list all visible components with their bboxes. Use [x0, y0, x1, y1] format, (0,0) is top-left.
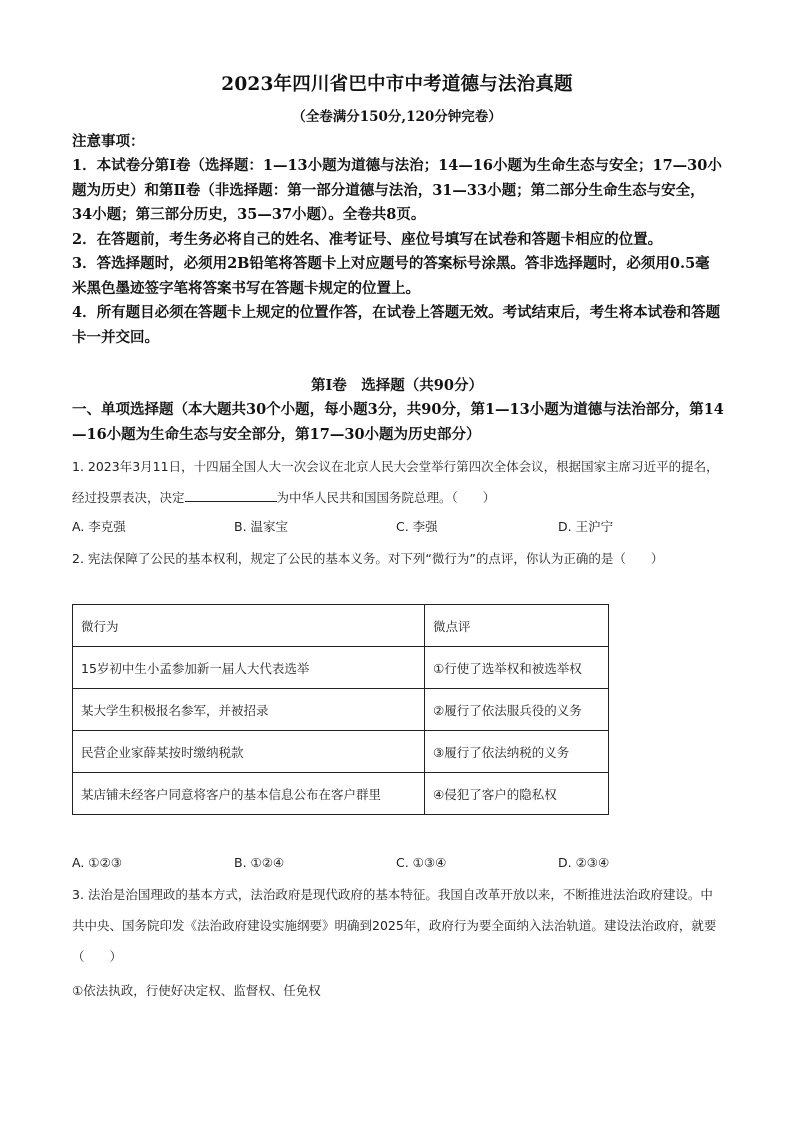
- table-header-row: [73, 605, 609, 647]
- option-b: B. ①②④: [234, 855, 285, 870]
- question-1-stem: 1. 2023年3月11日，十四届全国人大一次会议在北京人民大会堂举行第四次全体会议，根据国家主席习近平的提名，经过投票表决，决定 为中华人民共和国国务院总理。（ ）: [72, 459, 719, 505]
- option-d: D. 王沪宁: [558, 519, 614, 534]
- page-title: 2023年四川省巴中市中考道德与法治真题: [221, 74, 573, 95]
- table-row: [73, 689, 609, 731]
- question-3-item-1: ①依法执政，行使好决定权、监督权、任免权: [72, 983, 321, 998]
- table-cell: 民营企业家薛某按时缴纳税款: [73, 731, 425, 773]
- notice-item: 4．所有题目必须在答题卡上规定的位置作答，在试卷上答题无效。考试结束后，考生将本试卷和答题卡一并交回。: [72, 304, 721, 346]
- option-d: D. ②③④: [558, 855, 610, 870]
- question-1-options: [72, 517, 732, 535]
- table-row: [73, 731, 609, 773]
- section-heading: 第Ⅰ卷 选择题（共90分）: [311, 377, 483, 394]
- notice-heading: 注意事项：: [72, 133, 145, 150]
- option-a: A. ①②③: [72, 855, 122, 870]
- table-header-cell: 微行为: [73, 605, 425, 647]
- notice-item: 3．答选择题时，必须用2B铅笔将答题卡上对应题号的答案标号涂黑。答非选择题时，必须用0.5毫米黑色墨迹签字笔将答案书写在答题卡规定的位置上。: [72, 255, 710, 297]
- option-c: C. 李强: [396, 519, 438, 534]
- table-cell: 某大学生积极报名参军，并被招录: [73, 689, 425, 731]
- question-2-options: [72, 855, 732, 870]
- table-row: [73, 647, 609, 689]
- table-cell: 某店铺未经客户同意将客户的基本信息公布在客户群里: [73, 773, 425, 815]
- table-cell: ①行使了选举权和被选举权: [425, 647, 609, 689]
- page-subtitle: （全卷满分150分,120分钟完卷）: [292, 109, 502, 125]
- question-2-table: [72, 604, 609, 815]
- table-cell: ④侵犯了客户的隐私权: [425, 773, 609, 815]
- option-b: B. 温家宝: [234, 519, 289, 534]
- option-a: A. 李克强: [72, 519, 126, 534]
- option-c: C. ①③④: [396, 855, 447, 870]
- question-3-stem: 3. 法治是治国理政的基本方式，法治政府是现代政府的基本特征。我国自改革开放以来，不断推进法治政府建设。中共中央、国务院印发《法治政府建设实施纲要》明确到2025年，政府行为要全面纳入法治轨道。建设法治政府，就要（ ）: [72, 887, 717, 964]
- answer-blank: [185, 489, 277, 502]
- table-cell: ③履行了依法纳税的义务: [425, 731, 609, 773]
- notice-item: 1．本试卷分第Ⅰ卷（选择题：1—13小题为道德与法治；14—16小题为生命生态与安全；17—30小题为历史）和第Ⅱ卷（非选择题：第一部分道德与法治，31—33小题；第二部分生命生态与安全，34小题；第三部分历史，35—37小题）。全卷共8页。: [72, 157, 722, 223]
- table-cell: ②履行了依法服兵役的义务: [425, 689, 609, 731]
- notice-list: [72, 154, 724, 350]
- part-instruction: 一、单项选择题（本大题共30个小题，每小题3分，共90分，第1—13小题为道德与法治部分，第14—16小题为生命生态与安全部分，第17—30小题为历史部分）: [72, 401, 724, 443]
- table-row: [73, 773, 609, 815]
- question-2-stem: 2. 宪法保障了公民的基本权利，规定了公民的基本义务。对下列“微行为”的点评，你认为正确的是（ ）: [72, 551, 664, 566]
- table-header-cell: 微点评: [425, 605, 609, 647]
- table-cell: 15岁初中生小孟参加新一届人大代表选举: [73, 647, 425, 689]
- notice-item: 2．在答题前，考生务必将自己的姓名、准考证号、座位号填写在试卷和答题卡相应的位置。: [72, 230, 663, 248]
